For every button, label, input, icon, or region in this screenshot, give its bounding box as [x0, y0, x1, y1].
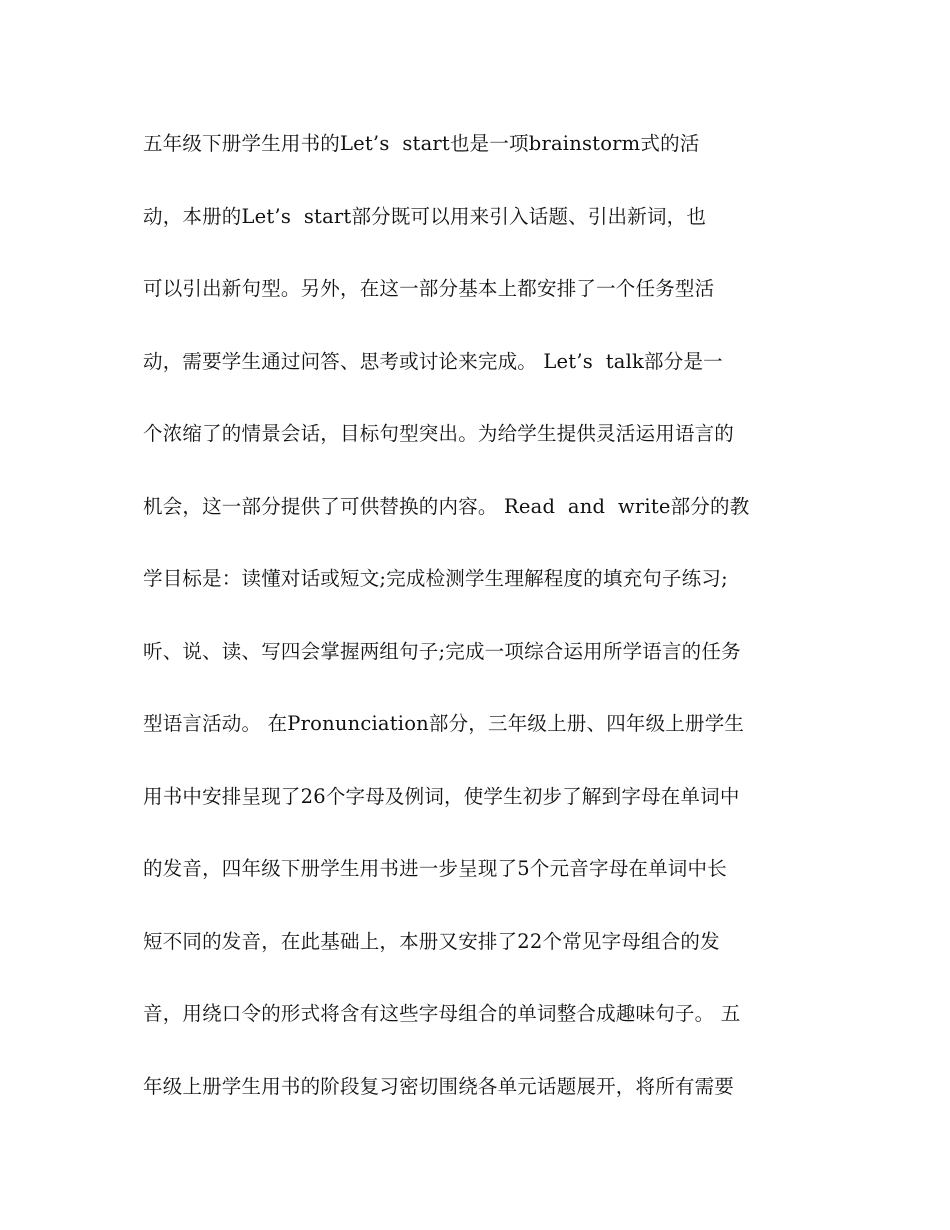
text-line: 音，用绕口令的形式将含有这些字母组合的单词整合成趣味句子。 五 [143, 1002, 741, 1025]
text-line: 可以引出新句型。另外，在这一部分基本上都安排了一个任务型活 [143, 277, 715, 300]
text-line: 听、说、读、写四会掌握两组句子;完成一项综合运用所学语言的任务 [143, 639, 741, 663]
text-line: 用书中安排呈现了26个字母及例词，使学生初步了解到字母在单词中 [143, 784, 740, 808]
body-paragraph [143, 124, 808, 1139]
text-line: 的发音，四年级下册学生用书进一步呈现了5个元音字母在单词中长 [143, 857, 727, 880]
text-line: 机会，这一部分提供了可供替换的内容。 Read and write部分的教 [143, 494, 750, 518]
text-line: 学目标是：读懂对话或短文;完成检测学生理解程度的填充句子练习; [143, 567, 728, 590]
text-line: 五年级下册学生用书的Let’s start也是一项brainstorm式的活 [143, 132, 700, 155]
text-line: 动，需要学生通过问答、思考或讨论来完成。 Let’s talk部分是一 [143, 349, 723, 373]
text-line: 年级上册学生用书的阶段复习密切围绕各单元话题展开，将所有需要 [143, 1074, 735, 1098]
text-line: 动，本册的Let’s start部分既可以用来引入话题、引出新词，也 [143, 204, 707, 228]
text-line: 个浓缩了的情景会话，目标句型突出。为给学生提供灵活运用语言的 [143, 422, 735, 445]
text-line: 短不同的发音，在此基础上，本册又安排了22个常见字母组合的发 [143, 929, 720, 953]
text-line: 型语言活动。 在Pronunciation部分，三年级上册、四年级上册学生 [143, 712, 745, 735]
